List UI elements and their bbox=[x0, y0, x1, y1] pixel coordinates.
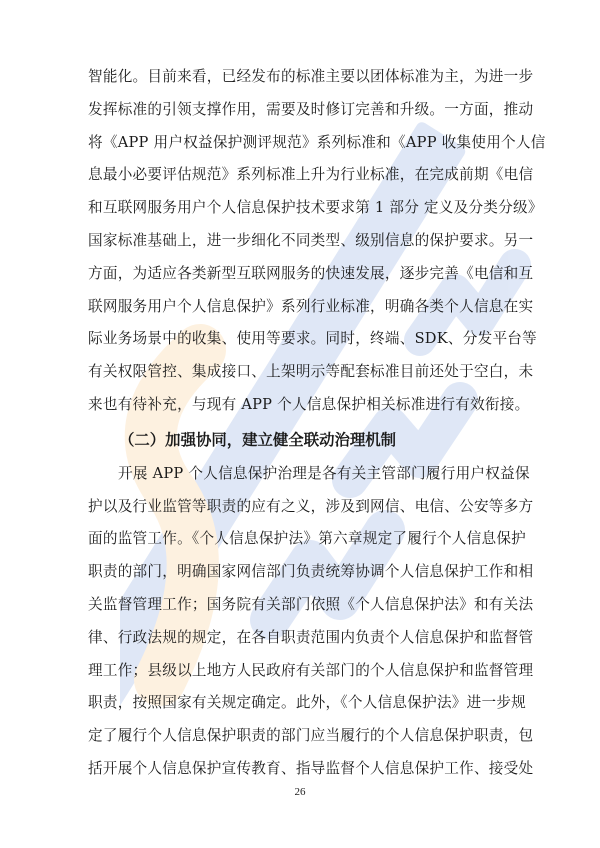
paragraph-line: 和互联网服务用户个人信息保护技术要求第 1 部分 定义及分类分级》 bbox=[88, 199, 543, 217]
paragraph-line: 发挥标准的引领支撑作用，需要及时修订完善和升级。一方面，推动 bbox=[88, 100, 534, 118]
paragraph-line: 联网服务用户个人信息保护》系列行业标准，明确各类个人信息在实 bbox=[88, 297, 534, 315]
paragraph-line: 国家标准基础上，进一步细化不同类型、级别信息的保护要求。另一 bbox=[88, 231, 534, 249]
paragraph-line: 定了履行个人信息保护职责的部门应当履行的个人信息保护职责，包 bbox=[88, 727, 534, 745]
paragraph-line: 律、行政法规的规定，在各自职责范围内负责个人信息保护和监督管 bbox=[88, 628, 534, 646]
paragraph-line: 将《APP 用户权益保护测评规范》系列标准和《APP 收集使用个人信 bbox=[88, 133, 546, 151]
paragraph-line: 括开展个人信息保护宣传教育、指导监督个人信息保护工作、接受处 bbox=[88, 759, 534, 777]
paragraph-line: 护以及行业监管等职责的应有之义，涉及到网信、电信、公安等多方 bbox=[88, 497, 534, 515]
page-number: 26 bbox=[294, 786, 306, 798]
paragraph-line: 来也有待补充，与现有 APP 个人信息保护相关标准进行有效衔接。 bbox=[88, 395, 530, 413]
paragraph-line: 有关权限管控、集成接口、上架明示等配套标准目前还处于空白，未 bbox=[88, 363, 534, 381]
paragraph-line: 关监督管理工作；国务院有关部门依照《个人信息保护法》和有关法 bbox=[88, 595, 534, 613]
paragraph-line: 理工作；县级以上地方人民政府有关部门的个人信息保护和监督管理 bbox=[88, 661, 534, 679]
paragraph-line: 方面，为适应各类新型互联网服务的快速发展，逐步完善《电信和互 bbox=[88, 264, 534, 282]
paragraph-line: 息最小必要评估规范》系列标准上升为行业标准，在完成前期《电信 bbox=[88, 166, 534, 184]
paragraph-line: 面的监管工作。《个人信息保护法》第六章规定了履行个人信息保护 bbox=[88, 530, 527, 548]
paragraph-line: 际业务场景中的收集、使用等要求。同时，终端、SDK、分发平台等 bbox=[88, 330, 537, 348]
paragraph-line: 职责，按照国家有关规定确定。此外，《个人信息保护法》进一步规 bbox=[88, 694, 527, 712]
page-content bbox=[88, 61, 546, 786]
paragraph-line: 职责的部门，明确国家网信部门负责统筹协调个人信息保护工作和相 bbox=[88, 563, 534, 581]
paragraph-line: 开展 APP 个人信息保护治理是各有关主管部门履行用户权益保 bbox=[118, 464, 530, 482]
paragraph-line: 智能化。目前来看，已经发布的标准主要以团体标准为主，为进一步 bbox=[88, 68, 534, 85]
section-heading: （二）加强协同，建立健全联动治理机制 bbox=[119, 430, 397, 449]
